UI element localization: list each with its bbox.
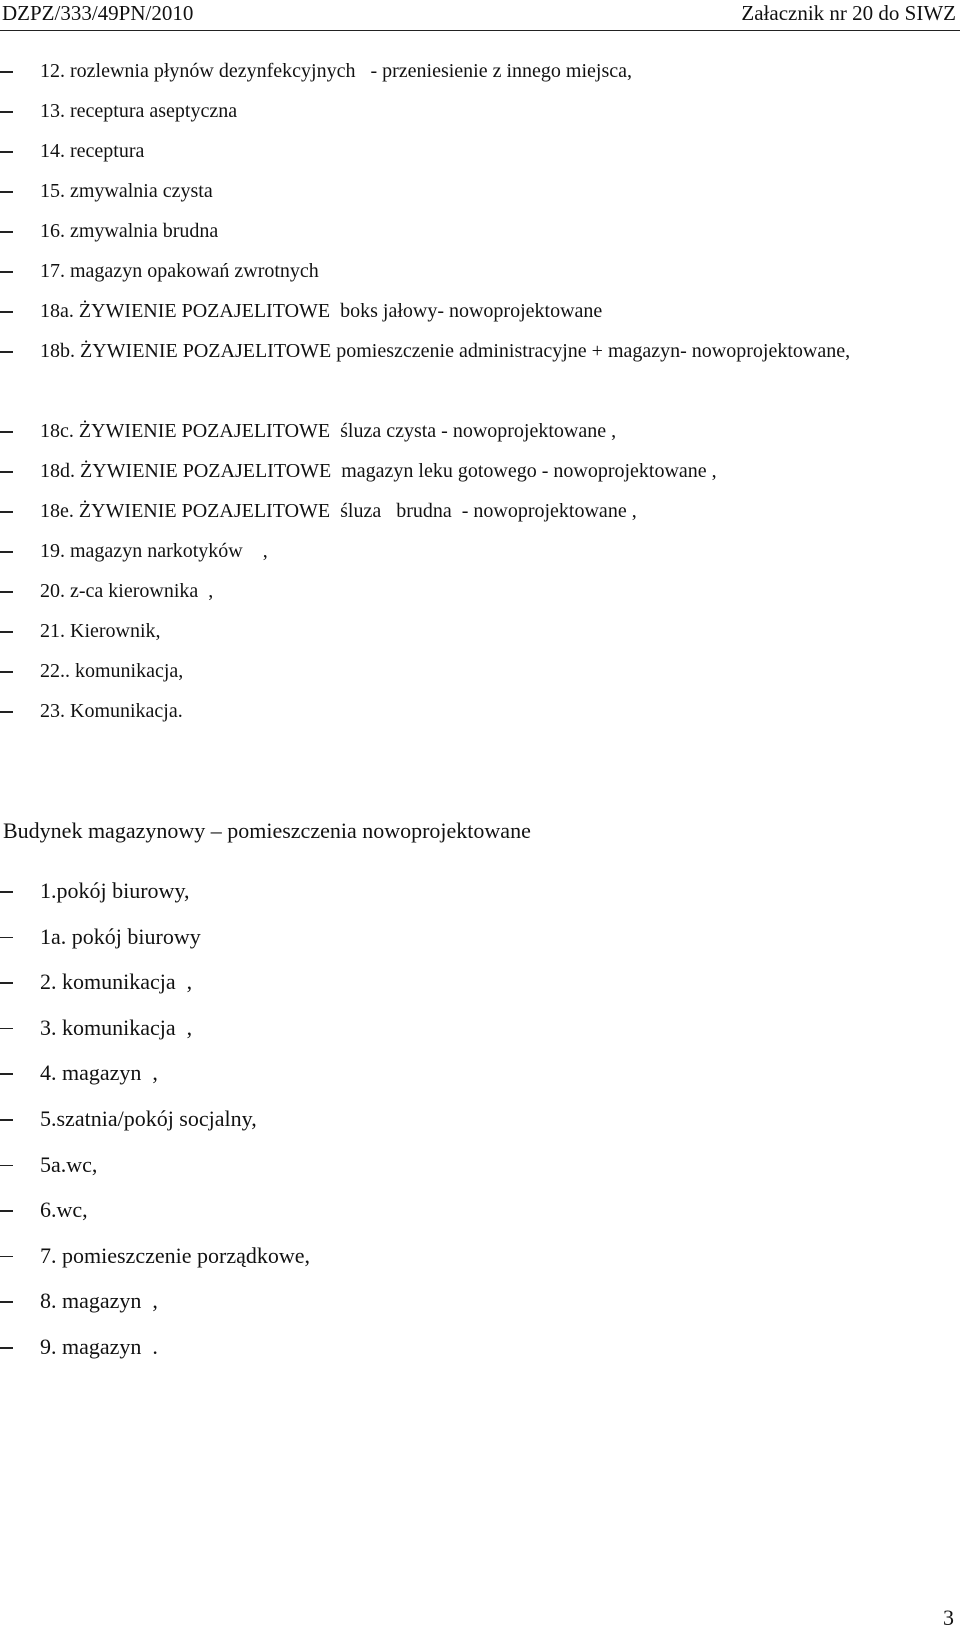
list-item	[0, 691, 960, 731]
list-item-text: 3. komunikacja ,	[40, 1014, 193, 1040]
list-item-text: 16. zmywalnia brudna	[40, 220, 219, 242]
list-item	[0, 1096, 960, 1142]
dash-bullet	[0, 551, 13, 553]
dash-bullet	[0, 271, 13, 273]
dash-bullet	[0, 351, 13, 353]
list-item	[0, 868, 960, 914]
list-item	[0, 131, 960, 171]
list-item	[0, 1187, 960, 1233]
list-item-text: 20. z-ca kierownika ,	[40, 580, 214, 602]
list-item-text: 18c. ŻYWIENIE POZAJELITOWE śluza czysta - nowoprojektowane ,	[40, 420, 617, 442]
list-item	[0, 451, 960, 491]
list-item	[0, 251, 960, 291]
list-item-text: 1.pokój biurowy,	[40, 878, 190, 903]
dash-bullet	[0, 71, 13, 73]
list-item	[0, 651, 960, 691]
dash-bullet	[0, 311, 13, 313]
dash-bullet	[0, 671, 13, 673]
attachment-label: Załacznik nr 20 do SIWZ	[741, 1, 956, 25]
list-item	[0, 611, 960, 651]
list-item-text: 22.. komunikacja,	[40, 660, 184, 682]
list-item	[0, 291, 960, 331]
list-item	[0, 1324, 960, 1370]
dash-bullet	[0, 511, 13, 513]
dash-bullet	[0, 111, 13, 113]
dash-bullet	[0, 891, 13, 893]
list-item-text: 1a. pokój biurowy	[40, 923, 201, 949]
list-item-text: 18e. ŻYWIENIE POZAJELITOWE śluza brudna - nowoprojektowane ,	[40, 500, 637, 522]
dash-bullet	[0, 1073, 13, 1075]
list-item	[0, 571, 960, 611]
list-item	[0, 91, 960, 131]
list-item	[0, 531, 960, 571]
list-item	[0, 411, 960, 451]
list-item	[0, 171, 960, 211]
dash-bullet	[0, 982, 13, 984]
list-item-text: 6.wc,	[40, 1197, 88, 1223]
list-item-text: 23. Komunikacja.	[40, 700, 183, 722]
list-item-text: 5a.wc,	[40, 1151, 98, 1177]
list-item	[0, 1278, 960, 1324]
dash-bullet	[0, 1210, 13, 1212]
list-item-text: 13. receptura aseptyczna	[40, 100, 238, 122]
dash-bullet	[0, 1165, 13, 1167]
dash-bullet	[0, 191, 13, 193]
dash-bullet	[0, 1347, 13, 1349]
list-item	[0, 1233, 960, 1279]
dash-bullet	[0, 151, 13, 153]
list-item-text: 18a. ŻYWIENIE POZAJELITOWE boks jałowy- nowoprojektowane	[40, 300, 603, 322]
list-item-text: 12. rozlewnia płynów dezynfekcyjnych - przeniesienie z innego miejsca,	[40, 60, 633, 82]
page-number: 3	[943, 1605, 954, 1630]
list-item-text: 21. Kierownik,	[40, 620, 161, 642]
dash-bullet	[0, 1256, 13, 1258]
dash-bullet	[0, 431, 13, 433]
list-item	[0, 51, 960, 91]
room-list-warehouse	[0, 868, 960, 1370]
dash-bullet	[0, 937, 13, 939]
list-item	[0, 914, 960, 960]
list-item	[0, 491, 960, 531]
list-item-text: 4. magazyn ,	[40, 1060, 158, 1086]
list-item-text: 14. receptura	[40, 140, 145, 162]
dash-bullet	[0, 591, 13, 593]
list-item	[0, 1050, 960, 1096]
dash-bullet	[0, 711, 13, 713]
list-item	[0, 1142, 960, 1188]
list-item-text: 18b. ŻYWIENIE POZAJELITOWE pomieszczenie administracyjne + magazyn- nowoprojektowane,	[40, 340, 851, 362]
list-item-text: 19. magazyn narkotyków ,	[40, 540, 268, 562]
list-item-text: 2. komunikacja ,	[40, 969, 193, 995]
list-item-text: 5.szatnia/pokój socjalny,	[40, 1105, 257, 1131]
list-item-text: 9. magazyn .	[40, 1333, 158, 1359]
page-header	[0, 0, 960, 31]
list-item	[0, 959, 960, 1005]
dash-bullet	[0, 1119, 13, 1121]
section-heading: Budynek magazynowy – pomieszczenia nowoprojektowane	[3, 818, 531, 843]
dash-bullet	[0, 471, 13, 473]
list-item-text: 17. magazyn opakowań zwrotnych	[40, 260, 319, 282]
document-reference: DZPZ/333/49PN/2010	[2, 1, 194, 25]
list-item	[0, 331, 960, 411]
list-item-text: 7. pomieszczenie porządkowe,	[40, 1242, 310, 1268]
dash-bullet	[0, 1028, 13, 1030]
room-list-main	[0, 51, 960, 731]
list-item	[0, 1005, 960, 1051]
list-item-text: 18d. ŻYWIENIE POZAJELITOWE magazyn leku gotowego - nowoprojektowane ,	[40, 460, 717, 482]
list-item-text: 8. magazyn ,	[40, 1288, 158, 1314]
list-item-text: 15. zmywalnia czysta	[40, 180, 213, 202]
dash-bullet	[0, 631, 13, 633]
dash-bullet	[0, 231, 13, 233]
list-item	[0, 211, 960, 251]
dash-bullet	[0, 1301, 13, 1303]
